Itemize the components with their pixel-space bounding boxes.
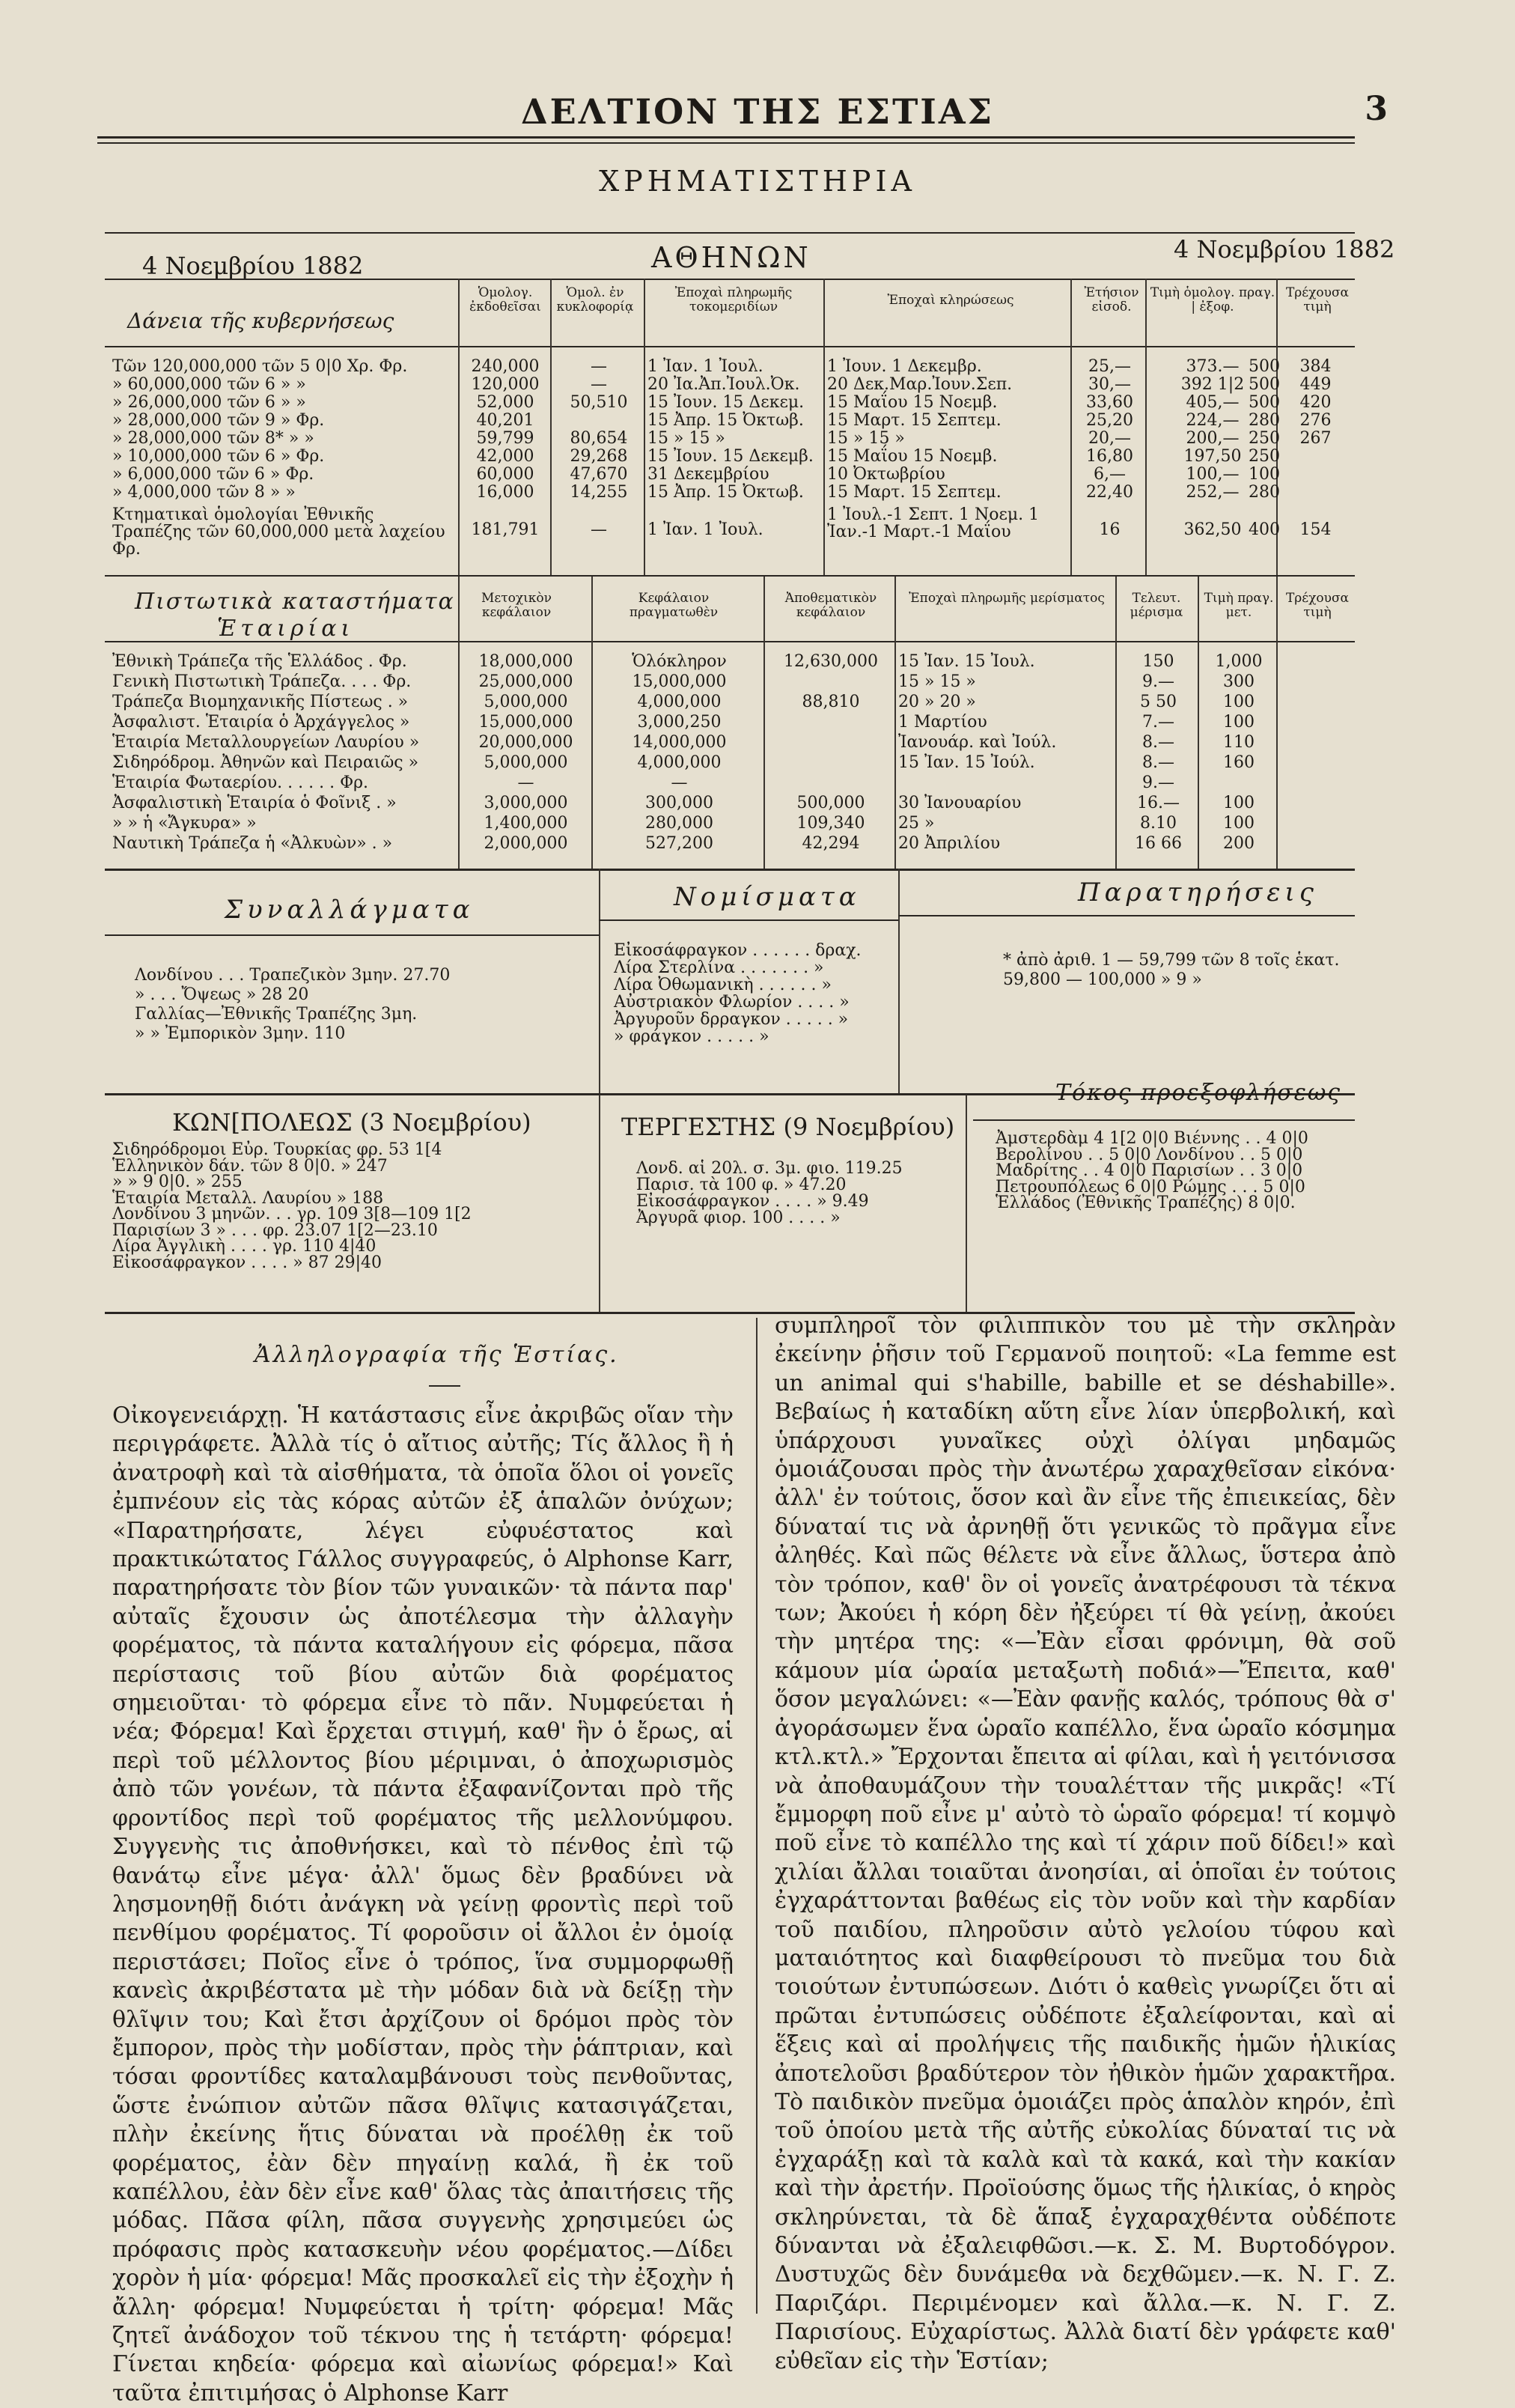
- bank-row-cell: 8.—: [1142, 733, 1174, 752]
- loan-row-cell: 100,—: [1186, 465, 1240, 484]
- loan-row-cell: » 26,000,000 τῶν 6 » »: [112, 393, 306, 412]
- trieste-line: Εἰκοσάφραγκον . . . . » 9.49: [636, 1192, 869, 1211]
- constantinople-heading: ΚΩΝ[ΠΟΛΕΩΣ (3 Νοεμβρίου): [172, 1108, 531, 1137]
- bank-row: [112, 794, 1355, 815]
- constantinople-line: Σιδηρόδρομοι Εὐρ. Τουρκίας φρ. 53 1[4: [112, 1140, 442, 1159]
- banks-heading-1: Πιστωτικὰ καταστήματα: [135, 589, 455, 615]
- discount-line: Μαδρίτης . . 4 0|0 Παρισίων . . 3 0|0: [996, 1161, 1303, 1180]
- banks-col-last-dividend: Τελευτ. μέρισμα: [1130, 591, 1183, 620]
- bank-row-cell: 1,400,000: [484, 814, 568, 833]
- loan-row-cell: 1 Ἰουν. 1 Δεκεμβρ.: [827, 357, 982, 376]
- loan-row-cell: 449: [1299, 375, 1332, 394]
- loan-row-cell: 15 Ἀπρ. 15 Ὀκτωβ.: [647, 411, 804, 430]
- loan-row-cell: » 10,000,000 τῶν 6 » Φρ.: [112, 447, 325, 466]
- banks-col-reserve: Ἀποθεματικὸν κεφάλαιον: [784, 591, 877, 620]
- loan-row-cell: 50,510: [570, 393, 628, 412]
- bank-row: [112, 653, 1355, 673]
- bank-row-cell: Ἀσφαλιστικὴ Ἑταιρία ὁ Φοῖνιξ . »: [112, 794, 397, 812]
- bank-row-cell: 15 » 15 »: [898, 672, 976, 691]
- market-city: ΑΘΗΝΩΝ: [651, 241, 811, 274]
- loan-row-cell: 25,—: [1088, 357, 1131, 376]
- bank-row-cell: 25,000,000: [478, 672, 573, 691]
- loan-row-cell: 16,80: [1086, 447, 1133, 466]
- trieste-lines: [636, 1161, 903, 1226]
- loan-row-cell: 373.—: [1186, 357, 1240, 376]
- section-vrule: [966, 1095, 967, 1312]
- remarks-heading: Παρατηρήσεις: [1078, 878, 1318, 907]
- bank-row-cell: 100: [1223, 814, 1255, 833]
- loan-row-cell: 33,60: [1086, 393, 1133, 412]
- bank-row-cell: Γενικὴ Πιστωτικὴ Τράπεζα. . . . Φρ.: [112, 672, 412, 691]
- loan-row-cell: 240,000: [471, 357, 540, 376]
- correspondence-text-right: συμπληροῖ τὸν φιλιππικὸν του μὲ τὴν σκληρὰν ἐκείνην ῥῆσιν τοῦ Γερμανοῦ ποιητοῦ: «La femme est un animal qui s'habille, babille et se déshabille». Βεβαίως ἡ καταδίκη αὕτη εἶνε λίαν ὑπερβολική, καὶ ὑπάρχουσι γυναῖκες οὐχὶ ὀλίγαι μηδαμῶς ὁμοιάζουσαι πρὸς τὴν ἀνωτέρω χαραχθεῖσαν εἰκόνα· ἀλλ' ἐν τούτοις, ὅσον καὶ ἂν εἶνε τῆς ἐπιεικείας, δὲν δύναταί τις νὰ ἀρνηθῇ ὅτι γενικῶς τὸ πρᾶγμα εἶνε ἀληθές. Καὶ πῶς θέλετε νὰ εἶνε ἄλλως, ὕστερα ἀπὸ τὸν τρόπον, καθ' ὃν οἱ γονεῖς ἀνατρέφουσι τὰ τέκνα των; Ἀκούει ἡ κόρη δὲν ἠξεύρει τί θὰ γείνῃ, ἀκούει τὴν μητέρα της: «—Ἐὰν εἶσαι φρόνιμη, θὰ σοῦ κάμουν μία ὡραία μεταξωτὴ ποδιά»—Ἔπειτα, καθ' ὅσον μεγαλώνει: «—Ἐὰν φανῇς καλός, τρόπους θὰ σ' ἀγοράσωμεν ἕνα ὡραῖο καπέλλο, ἕνα ὡραῖο κόσμημα κτλ.κτλ.» Ἔρχονται ἔπειτα αἱ φίλαι, καὶ ἡ γειτόνισσα νὰ ἀποθαυμάζουν τὴν τουαλέτταν τῆς μικρᾶς! «Τί ἔμμορφη ποῦ εἶνε μ' αὐτὸ τὸ ὡραῖο φόρεμα! τί κομψὸ ποῦ εἶνε τὸ καπέλλο της καὶ τί χάριν ποῦ δίδει!» καὶ χιλίαι ἄλλαι τοιαῦται ἀνοησίαι, αἱ ὁποῖαι ἐν τούτοις ἐγχαράττονται βαθέως εἰς τὸν νοῦν καὶ τὴν καρδίαν τοῦ παιδίου, πληροῦσιν αὐτὸ γελοίου τύφου καὶ ματαιότητος καὶ διαφθείρουσι τὸ πνεῦμα του διὰ τοιούτων ἐντυπώσεων. Διότι ὁ καθεὶς γνωρίζει ὅτι αἱ πρῶται ἐντυπώσεις οὐδέποτε ἐξαλείφονται, καὶ αἱ ἕξεις καὶ αἱ προλήψεις τῆς παιδικῆς ἡμῶν ἡλικίας ἀποτελοῦσι βραδύτερον τὸν ἠθικὸν ἡμῶν χαρακτῆρα. Τὸ παιδικὸν πνεῦμα ὁμοιάζει πρὸς ἁπαλὸν κηρόν, ἐπὶ τοῦ ὁποίου μετὰ τῆς αὐτῆς εὐκολίας δύναταί τις νὰ ἐγχαράξῃ καὶ τὰ καλὰ καὶ τὰ κακά, καὶ τὴν κακίαν καὶ τὴν ἀρετήν. Προϊούσης ὅμως τῆς ἡλικίας, ὁ κηρὸς σκληρύνεται, τὰ δὲ ἅπαξ ἐγχαραχθέντα οὐδέποτε δύνανται νὰ ἐξαλειφθῶσι.—κ. Σ. Μ. Βυρτοδόγρον. Δυστυχῶς δὲν δυνάμεθα νὰ δεχθῶμεν.—κ. Ν. Γ. Ζ. Παριζάρι. Περιμένομεν καὶ ἄλλα.—κ. Ν. Γ. Ζ. Παρισίους. Εὐχαρίστως. Ἀλλὰ διατί δὲν γράφετε καθ' εὐθεῖαν εἰς τὴν Ἑστίαν;: [775, 1313, 1396, 2374]
- loan-row-cell: 15 Μαΐου 15 Νοεμβ.: [827, 393, 998, 412]
- loan-extra-cell: 400: [1249, 520, 1280, 539]
- section-vrule: [898, 869, 900, 1093]
- loan-row-cell: Τῶν 120,000,000 τῶν 5 0|0 Χρ. Φρ.: [112, 357, 408, 376]
- bank-row-cell: 1 Μαρτίου: [898, 713, 987, 732]
- loan-row-cell: 15 » 15 »: [827, 429, 905, 448]
- loan-row-cell: » 6,000,000 τῶν 6 » Φρ.: [112, 465, 314, 484]
- bank-row-cell: 9.—: [1142, 672, 1174, 691]
- bank-row-cell: 30 Ἰανουαρίου: [898, 794, 1022, 812]
- market-date-right: 4 Νοεμβρίου 1882: [1174, 235, 1395, 264]
- correspondence-column-right: [775, 1312, 1396, 2374]
- bank-row-cell: 8.10: [1140, 814, 1177, 833]
- correspondence-heading: Ἀλληλογραφία τῆς Ἑστίας.: [254, 1342, 619, 1368]
- exchange-lines: [135, 966, 450, 1044]
- discount-line: Βερολίνου . . 5 0|0 Λονδίνου . . 5 0|0: [996, 1145, 1303, 1164]
- exchange-line: » » Ἐμπορικὸν 3μην. 110: [135, 1024, 346, 1043]
- coin-line: Ἀργυροῦν δρραγκον . . . . . »: [614, 1010, 849, 1029]
- coin-line: Λίρα Ὀθωμανικὴ . . . . . . »: [614, 976, 832, 994]
- trieste-line: Λονδ. αἱ 20λ. σ. 3μ. φιο. 119.25: [636, 1159, 903, 1178]
- discount-lines: [996, 1131, 1308, 1211]
- loan-row-cell: 250: [1249, 447, 1280, 466]
- loan-row-cell: 1 Ἰαν. 1 Ἰουλ.: [647, 357, 763, 376]
- trieste-heading: ΤΕΡΓΕΣΤΗΣ (9 Νοεμβρίου): [621, 1113, 955, 1141]
- bank-row-cell: Ἑταιρία Μεταλλουργείων Λαυρίου »: [112, 733, 420, 752]
- constantinople-line: Ἑλληνικὸν δάν. τῶν 8 0|0. » 247: [112, 1156, 388, 1176]
- banks-col-capital: Μετοχικὸν κεφάλαιον: [481, 591, 552, 620]
- loan-row-cell: » 60,000,000 τῶν 6 » »: [112, 375, 306, 394]
- bank-row-cell: 15,000,000: [632, 672, 727, 691]
- column-divider: [756, 1318, 758, 2314]
- bank-row-cell: 2,000,000: [484, 834, 568, 853]
- loans-col-current: Τρέχουσα τιμὴ: [1285, 285, 1350, 314]
- discount-line: Πετρουπόλεως 6 0|0 Ρώμης . . . 5 0|0: [996, 1177, 1305, 1197]
- coin-line: » φράγκον . . . . . »: [614, 1027, 769, 1046]
- exchange-line: Γαλλίας—Ἐθνικῆς Τραπέζης 3μη.: [135, 1005, 418, 1024]
- bank-row-cell: 300,000: [645, 794, 713, 812]
- loan-row-cell: 6,—: [1094, 465, 1126, 484]
- loan-row-cell: 100: [1249, 465, 1280, 484]
- discount-line: Ἑλλάδος (Ἐθνικῆς Τραπέζης) 8 0|0.: [996, 1194, 1296, 1212]
- loans-col-circulating: Ὁμολ. ἐν κυκλοφορίᾳ: [556, 285, 634, 314]
- loan-row-cell: 60,000: [476, 465, 534, 484]
- bank-row-cell: 4,000,000: [637, 693, 722, 711]
- bank-row: [112, 835, 1355, 855]
- remark-line: * ἀπὸ ἀριθ. 1 — 59,799 τῶν 8 τοῖς ἑκατ.: [1003, 951, 1340, 970]
- coin-line: Εἰκοσάφραγκον . . . . . . δραχ.: [614, 941, 862, 960]
- banks-heading-2: Ἑταιρίαι: [217, 615, 355, 642]
- constantinople-line: » » 9 0|0. » 255: [112, 1173, 243, 1191]
- bank-row-cell: 8.—: [1142, 753, 1174, 772]
- bank-row: [112, 754, 1355, 774]
- bank-row-cell: 25 »: [898, 814, 935, 833]
- loan-row-cell: 20 Ἰα.Ἀπ.Ἰουλ.Ὀκ.: [647, 375, 800, 394]
- bank-row-cell: 4,000,000: [637, 753, 722, 772]
- loan-row-cell: 15 Ἰουν. 15 Δεκεμ.: [647, 393, 805, 412]
- bank-row-cell: 12,630,000: [784, 652, 878, 671]
- loan-row-cell: —: [591, 375, 607, 394]
- bank-row: [112, 815, 1355, 835]
- loan-row-cell: 25,20: [1086, 411, 1133, 430]
- loan-row-cell: 15 Ἀπρ. 15 Ὀκτωβ.: [647, 483, 804, 502]
- loan-row-cell: » 28,000,000 τῶν 8* » »: [112, 429, 314, 448]
- loan-row: [112, 358, 1355, 376]
- loan-row-cell: 500: [1249, 357, 1280, 376]
- bank-row-cell: 500,000: [796, 794, 865, 812]
- banks-col-current: Τρέχουσα τιμὴ: [1285, 591, 1350, 620]
- loan-extra-cell: —: [591, 520, 607, 539]
- loan-extra-cell: 16: [1099, 520, 1121, 539]
- banks-col-paid: Κεφάλαιον πραγματωθὲν: [629, 591, 719, 620]
- loan-row-cell: 500: [1249, 375, 1280, 394]
- constantinople-line: Ἑταιρία Μεταλλ. Λαυρίου » 188: [112, 1188, 384, 1208]
- loan-row-cell: 14,255: [570, 483, 628, 502]
- loans-bottom-rule: [105, 575, 1355, 577]
- coins-heading: Νομίσματα: [674, 882, 861, 912]
- loan-row-cell: 29,268: [570, 447, 628, 466]
- loan-row-cell: » 4,000,000 τῶν 8 » »: [112, 483, 296, 502]
- bank-row-cell: 15,000,000: [478, 713, 573, 732]
- coin-line: Αὐστριακὸν Φλωρίον . . . . »: [614, 993, 850, 1012]
- trieste-line: Ἀργυρᾶ φιορ. 100 . . . . »: [636, 1208, 841, 1227]
- loan-row-cell: 392 1|2: [1180, 375, 1245, 394]
- remarks-lines: [1003, 951, 1340, 990]
- loan-row: [112, 412, 1355, 430]
- market-rule: [105, 232, 1355, 234]
- loan-row-cell: 405,—: [1186, 393, 1240, 412]
- bank-row-cell: 3,000,000: [484, 794, 568, 812]
- loan-row-cell: 15 Μαρτ. 15 Σεπτεμ.: [827, 483, 1002, 502]
- header-rule: [97, 136, 1355, 139]
- loan-row-cell: 280: [1249, 411, 1280, 430]
- bank-row-cell: 300: [1223, 672, 1255, 691]
- loan-row-cell: 16,000: [476, 483, 534, 502]
- bank-row-cell: Ὁλόκληρον: [632, 652, 727, 671]
- loan-extra-cell: 154: [1299, 520, 1332, 539]
- bank-row-cell: 7.—: [1142, 713, 1174, 732]
- bank-row-cell: 20 Ἀπριλίου: [898, 834, 1001, 853]
- discount-rule: [973, 1119, 1355, 1121]
- banks-col-dividend-dates: Ἐποχαὶ πληρωμῆς μερίσματος: [909, 591, 1105, 606]
- banks-bottom-rule: [105, 869, 1355, 871]
- loan-row: [112, 448, 1355, 466]
- exchange-line: » . . . Ὄψεως » 28 20: [135, 985, 309, 1004]
- loans-heading: Δάνεια τῆς κυβερνήσεως: [127, 308, 394, 333]
- loan-row-cell: 384: [1299, 357, 1332, 376]
- bank-row-cell: 14,000,000: [632, 733, 727, 752]
- loan-row-cell: 22,40: [1086, 483, 1133, 502]
- loan-extra-cell: 181,791: [471, 520, 540, 539]
- bank-row-cell: » » ἡ «Ἄγκυρα» »: [112, 814, 257, 833]
- loan-row-cell: 80,654: [570, 429, 628, 448]
- bank-row: [112, 774, 1355, 794]
- bank-row-cell: 280,000: [645, 814, 713, 833]
- constantinople-line: Λίρα Ἀγγλικὴ . . . . γρ. 110 4|40: [112, 1237, 377, 1256]
- loan-row-cell: 20,—: [1088, 429, 1131, 448]
- bank-row-cell: Ἀσφαλιστ. Ἑταιρία ὁ Ἀρχάγγελος »: [112, 713, 410, 732]
- bank-row-cell: 20,000,000: [478, 733, 573, 752]
- bank-row-cell: 20 » 20 »: [898, 693, 976, 711]
- bank-row-cell: Ἑταιρία Φωταερίου. . . . . . Φρ.: [112, 773, 369, 792]
- bank-row: [112, 693, 1355, 714]
- bank-row-cell: 18,000,000: [478, 652, 573, 671]
- loans-col-price: Τιμὴ ὁμολογ. πραγ. | ἐξοφ.: [1150, 285, 1275, 314]
- loan-row-cell: 197,50: [1183, 447, 1242, 466]
- header-rule-2: [97, 142, 1355, 144]
- heading-dash: [429, 1385, 460, 1387]
- bank-row: [112, 673, 1355, 693]
- loan-row-cell: 500: [1249, 393, 1280, 412]
- coin-line: Λίρα Στερλίνα . . . . . . . »: [614, 958, 824, 977]
- section-vrule: [599, 869, 600, 1093]
- constantinople-lines: [112, 1142, 472, 1271]
- loan-row-cell: » 28,000,000 τῶν 9 » Φρ.: [112, 411, 325, 430]
- bank-row-cell: Ἐθνικὴ Τράπεζα τῆς Ἑλλάδος . Φρ.: [112, 652, 407, 671]
- bank-row-cell: —: [517, 773, 534, 792]
- loan-extra-cell: 1 Ἰαν. 1 Ἰουλ.: [647, 520, 763, 539]
- bank-row-cell: 527,200: [645, 834, 713, 853]
- exchange-line: Λονδίνου . . . Τραπεζικὸν 3μην. 27.70: [135, 966, 451, 985]
- loan-row: [112, 466, 1355, 484]
- bank-row-cell: 16.—: [1137, 794, 1180, 812]
- loan-row-cell: 15 » 15 »: [647, 429, 725, 448]
- bank-row-cell: 109,340: [796, 814, 865, 833]
- loan-row: [112, 430, 1355, 448]
- loan-row-cell: 280: [1249, 483, 1280, 502]
- loans-col-draw: Ἐποχαὶ κληρώσεως: [887, 293, 1014, 308]
- loan-row-cell: 15 Ἰουν. 15 Δεκεμβ.: [647, 447, 814, 466]
- constantinople-line: Λονδίνου 3 μηνῶν. . . γρ. 109 3[8—109 1[2: [112, 1205, 472, 1223]
- bank-row-cell: Ἰανουάρ. καὶ Ἰούλ.: [898, 733, 1057, 752]
- bank-row-cell: —: [671, 773, 688, 792]
- loan-row-cell: 20 Δεκ.Μαρ.Ἰουν.Σεπ.: [827, 375, 1013, 394]
- loan-row-cell: 40,201: [476, 411, 534, 430]
- bank-row-cell: 15 Ἰαν. 15 Ἰούλ.: [898, 753, 1035, 772]
- loan-row-cell: 276: [1299, 411, 1332, 430]
- loan-row: [112, 394, 1355, 412]
- newspaper-header-title: ΔΕΛΤΙΟΝ ΤΗΣ ΕΣΤΙΑΣ: [520, 91, 995, 132]
- loan-row-cell: 59,799: [476, 429, 534, 448]
- discount-line: Ἀμστερδὰμ 4 1[2 0|0 Βιέννης . . 4 0|0: [996, 1129, 1308, 1148]
- bank-row-cell: 88,810: [802, 693, 860, 711]
- bank-row-cell: 16 66: [1135, 834, 1182, 853]
- coins-lines: [614, 942, 862, 1045]
- market-date-left: 4 Νοεμβρίου 1882: [142, 252, 364, 280]
- correspondence-text-left: Οἰκογενειάρχῃ. Ἡ κατάστασις εἶνε ἀκριβῶς οἵαν τὴν περιγράφετε. Ἀλλὰ τίς ὁ αἴτιος αὐτῆς; Τίς ἄλλος ἢ ἡ ἀνατροφὴ καὶ τὰ αἰσθήματα, τὰ ὁποῖα ὅλοι οἱ γονεῖς ἐμπνέουν εἰς τὰς κόρας αὐτῶν ἐξ ἁπαλῶν ὀνύχων; «Παρατηρήσατε, λέγει εὐφυέστατος καὶ πρακτικώτατος Γάλλος συγγραφεύς, ὁ Alphonse Karr, παρατηρήσατε τὸν βίον τῶν γυναικῶν· τὰ πάντα παρ' αὐταῖς ἔχουσιν ὡς ἀποτέλεσμα τὴν ἀλλαγὴν φορέματος, τὰ πάντα καταλήγουν εἰς φόρεμα, πᾶσα περίστασις τοῦ βίου αὐτῶν διὰ φορέματος σημειοῦται· τὸ φόρεμα εἶνε τὸ πᾶν. Νυμφεύεται ἡ νέα; Φόρεμα! Καὶ ἔρχεται στιγμή, καθ' ἣν ὁ ἔρως, αἱ περὶ τοῦ μέλλοντος βίου μέριμναι, ὁ ἀποχωρισμὸς ἀπὸ τῶν γονέων, τὰ πάντα ἐξαφανίζονται πρὸ τῆς φροντίδος περὶ τοῦ φορέματος τῆς μελλονύμφου. Συγγενὴς τις ἀποθνήσκει, καὶ τὸ πένθος ἐπὶ τῷ θανάτῳ εἶνε μέγα· ἀλλ' ὅμως δὲν βραδύνει νὰ λησμονηθῇ διότι ἀνάγκη νὰ γείνῃ φροντὶς περὶ τοῦ πενθίμου φορέματος. Τί φοροῦσιν οἱ ἄλλοι ἐν ὁμοίᾳ περιστάσει; Ποῖος εἶνε ὁ τρόπος, ἵνα συμμορφωθῇ κανεὶς ἀκριβέστατα μὲ τὴν μόδαν διὰ νὰ δείξῃ τὴν θλῖψιν του; Καὶ ἔτσι ἀρχίζουν οἱ δρόμοι πρὸς τὸν ἔμπορον, πρὸς τὴν μοδίσταν, πρὸς τὴν ῥάπτριαν, καὶ τόσαι φροντίδες καταλαμβάνουσι τοὺς πενθοῦντας, ὥστε ἐνώπιον αὐτῶν πᾶσα θλῖψις κατασιγάζεται, πλὴν ἐκείνης ἥτις δύναται νὰ προέλθῃ ἐκ τοῦ φορέματος, ἐὰν δὲν πηγαίνῃ καλά, ἢ ἐκ τοῦ καπέλλου, ἐὰν δὲν εἶνε καθ' ὅλας τὰς ἀπαιτήσεις τῆς μόδας. Πᾶσα φίλη, πᾶσα συγγενὴς χρησιμεύει ὡς πρόφασις πρὸς κατασκευὴν νέου φορέματος.—Δίδει χορὸν ἡ μία· φόρεμα! Μᾶς προσκαλεῖ εἰς τὴν ἐξοχὴν ἡ ἄλλη· φόρεμα! Νυμφεύεται ἡ τρίτη· φόρεμα! Μᾶς ζητεῖ ἀνάδοχον τοῦ τέκνου της ἡ τετάρτη· φόρεμα! Γίνεται κηδεία· φόρεμα καὶ αἰωνίως φόρεμα!» Καὶ ταῦτα ἐπιτιμήσας ὁ Alphonse Karr: [112, 1402, 734, 2407]
- loan-row-cell: 420: [1299, 393, 1332, 412]
- loan-row-cell: 200,—: [1186, 429, 1240, 448]
- trieste-line: Παρισ. τὰ 100 φ. » 47.20: [636, 1176, 847, 1194]
- loan-row-cell: 250: [1249, 429, 1280, 448]
- loan-extra-row: [112, 505, 1355, 559]
- loans-top-rule: [105, 279, 1355, 280]
- bank-row-cell: 160: [1223, 753, 1255, 772]
- bank-row-cell: 100: [1223, 794, 1255, 812]
- market-title: ΧΡΗΜΑΤΙΣΤΗΡΙΑ: [599, 165, 916, 198]
- page-number: 3: [1365, 90, 1388, 128]
- loan-extra-cell: 362,50: [1183, 520, 1242, 539]
- bank-row-cell: 200: [1223, 834, 1255, 853]
- loan-row: [112, 484, 1355, 502]
- loan-row: [112, 376, 1355, 394]
- loan-row-cell: 267: [1299, 429, 1332, 448]
- loan-extra-cell: Κτηματικαὶ ὁμολογίαι Ἐθνικῆς Τραπέζης τῶν 60,000,000 μετὰ λαχείου Φρ.: [112, 505, 445, 559]
- loan-row-cell: 52,000: [476, 393, 534, 412]
- loan-row-cell: 15 Μαΐου 15 Νοεμβ.: [827, 447, 998, 466]
- bank-row-cell: 3,000,250: [637, 713, 722, 732]
- loans-head-rule: [105, 346, 1355, 347]
- loan-row-cell: 47,670: [570, 465, 628, 484]
- loan-row-cell: 30,—: [1088, 375, 1131, 394]
- loan-row-cell: 42,000: [476, 447, 534, 466]
- coins-rule: [599, 919, 898, 921]
- bank-row: [112, 714, 1355, 734]
- bank-row-cell: 15 Ἰαν. 15 Ἰουλ.: [898, 652, 1035, 671]
- remarks-rule: [898, 915, 1355, 916]
- loan-row-cell: 31 Δεκεμβρίου: [647, 465, 769, 484]
- bank-row-cell: 110: [1223, 733, 1255, 752]
- section-vrule: [599, 1095, 600, 1312]
- bank-row-cell: 5,000,000: [484, 693, 568, 711]
- bank-row-cell: 5,000,000: [484, 753, 568, 772]
- bank-row: [112, 734, 1355, 754]
- loan-row-cell: 224,—: [1186, 411, 1240, 430]
- bank-row-cell: 150: [1142, 652, 1174, 671]
- bank-row-cell: Ναυτικὴ Τράπεζα ἡ «Ἀλκυὼν» . »: [112, 834, 393, 853]
- loan-row-cell: 15 Μαρτ. 15 Σεπτεμ.: [827, 411, 1002, 430]
- bank-row-cell: Σιδηρόδρομ. Ἀθηνῶν καὶ Πειραιῶς »: [112, 753, 419, 772]
- bank-row-cell: 5 50: [1140, 693, 1177, 711]
- bank-row-cell: 9.—: [1142, 773, 1174, 792]
- exchange-heading: Συναλλάγματα: [225, 895, 475, 925]
- loans-col-income: Ἐτήσιον εἰσοδ.: [1084, 285, 1139, 314]
- bank-row-cell: 42,294: [802, 834, 860, 853]
- loan-row-cell: 120,000: [471, 375, 540, 394]
- loan-row-cell: 10 Ὀκτωβρίου: [827, 465, 945, 484]
- discount-heading: Τόκος προεξοφλήσεως: [1055, 1080, 1342, 1106]
- bank-row-cell: 100: [1223, 713, 1255, 732]
- bank-row-cell: 100: [1223, 693, 1255, 711]
- remark-line: 59,800 — 100,000 » 9 »: [1003, 970, 1202, 989]
- loans-col-issued: Ὁμολογ. ἐκδοθεῖσαι: [469, 285, 541, 314]
- bank-row-cell: Τράπεζα Βιομηχανικῆς Πίστεως . »: [112, 693, 409, 711]
- loan-row-cell: 252,—: [1186, 483, 1240, 502]
- constantinople-line: Παρισίων 3 » . . . φρ. 23.07 1[2—23.10: [112, 1220, 438, 1240]
- bank-row-cell: 1,000: [1215, 652, 1263, 671]
- loan-extra-cell: 1 Ἰουλ.-1 Σεπτ. 1 Νοεμ. 1 Ἰαν.-1 Μαρτ.-1 Μαΐου: [827, 505, 1040, 541]
- constantinople-line: Εἰκοσάφραγκον . . . . » 87 29|40: [112, 1253, 382, 1272]
- exchange-rule: [105, 934, 599, 936]
- correspondence-column-left: [112, 1402, 734, 2407]
- banks-head-rule: [105, 641, 1355, 642]
- loans-col-coupon: Ἐποχαὶ πληρωμῆς τοκομεριδίων: [674, 285, 793, 314]
- loan-row-cell: —: [591, 357, 607, 376]
- banks-col-price: Τιμὴ πραγ. μετ.: [1204, 591, 1274, 620]
